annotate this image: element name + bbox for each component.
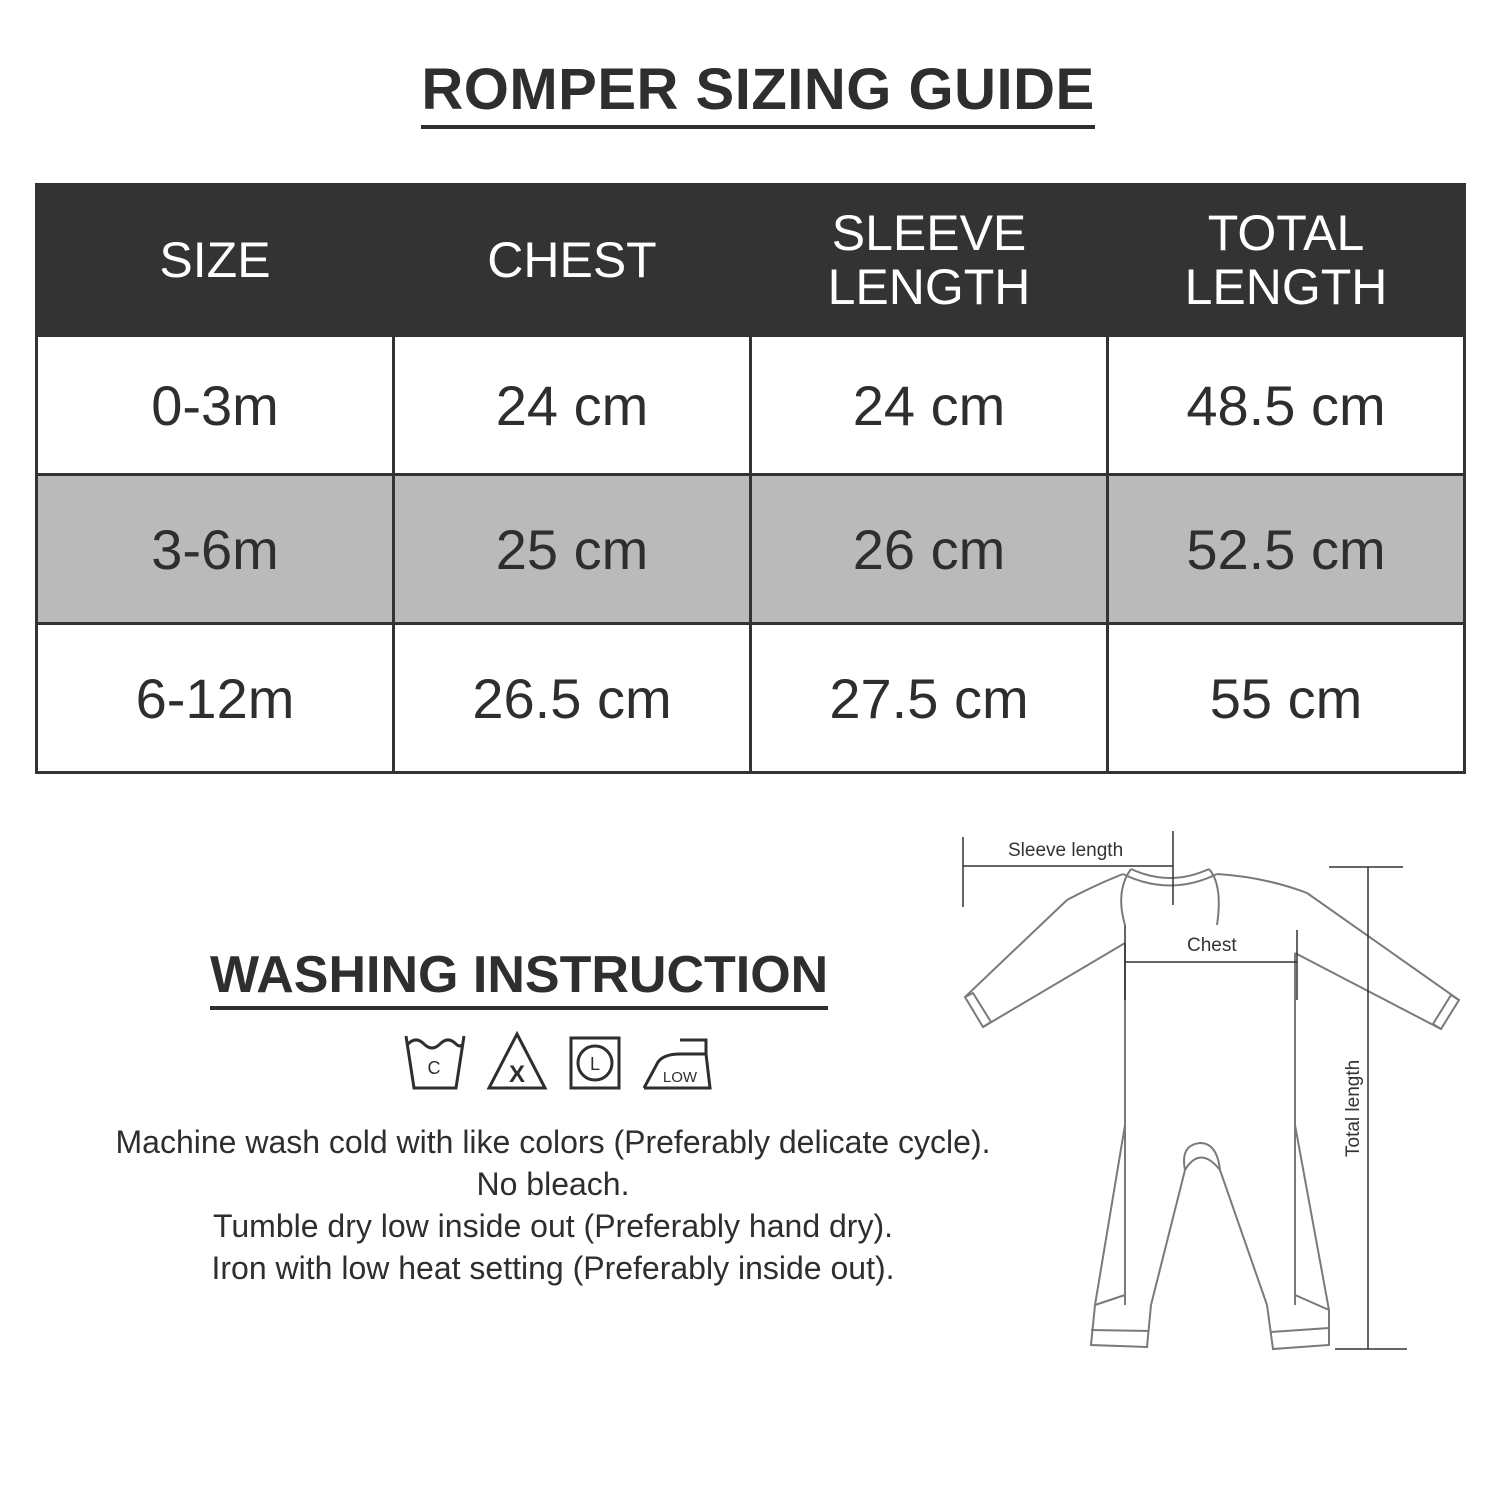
cell-total: 55 cm (1108, 624, 1465, 773)
cell-chest: 24 cm (394, 336, 751, 475)
header-total-length: TOTAL LENGTH (1108, 185, 1465, 336)
table-row (37, 475, 1465, 624)
cell-chest: 26.5 cm (394, 624, 751, 773)
header-sleeve-length: SLEEVE LENGTH (751, 185, 1108, 336)
cell-sleeve: 27.5 cm (751, 624, 1108, 773)
page-title (0, 56, 1500, 129)
header-chest: CHEST (394, 185, 751, 336)
total-length-label: Total length (1343, 1059, 1364, 1157)
tumble-dry-low-icon (568, 1030, 624, 1094)
wash-cold-icon (400, 1030, 470, 1094)
cell-size: 3-6m (37, 475, 394, 624)
wash-line: Machine wash cold with like colors (Preferably delicate cycle). (115, 1124, 991, 1160)
no-bleach-label: X (508, 1061, 526, 1088)
iron-low-icon (640, 1030, 716, 1094)
cell-chest: 25 cm (394, 475, 751, 624)
cell-total: 52.5 cm (1108, 475, 1465, 624)
cell-sleeve: 24 cm (751, 336, 1108, 475)
washing-instructions (30, 1121, 1076, 1289)
no-bleach-icon (486, 1030, 548, 1094)
page-title-text: ROMPER SIZING GUIDE (421, 56, 1094, 129)
romper-outline (955, 825, 1475, 1375)
washing-title: WASHING INSTRUCTION (210, 944, 828, 1010)
wash-line: Tumble dry low inside out (Preferably hand dry). (213, 1208, 893, 1244)
chest-label: Chest (1187, 935, 1237, 956)
wash-line: No bleach. (476, 1166, 630, 1202)
iron-low-label: LOW (662, 1069, 698, 1086)
cell-total: 48.5 cm (1108, 336, 1465, 475)
cell-size: 6-12m (37, 624, 394, 773)
cell-sleeve: 26 cm (751, 475, 1108, 624)
wash-cold-label: C (427, 1058, 441, 1078)
header-size: SIZE (37, 185, 394, 336)
table-header-row (37, 185, 1465, 336)
cell-size: 0-3m (37, 336, 394, 475)
sleeve-length-label: Sleeve length (1008, 840, 1124, 861)
table-row (37, 336, 1465, 475)
size-table (35, 183, 1466, 774)
care-icons (400, 1030, 720, 1100)
table-row (37, 624, 1465, 773)
tumble-dry-label: L (589, 1054, 601, 1074)
wash-line: Iron with low heat setting (Preferably inside out). (211, 1250, 895, 1286)
romper-diagram (955, 825, 1475, 1375)
